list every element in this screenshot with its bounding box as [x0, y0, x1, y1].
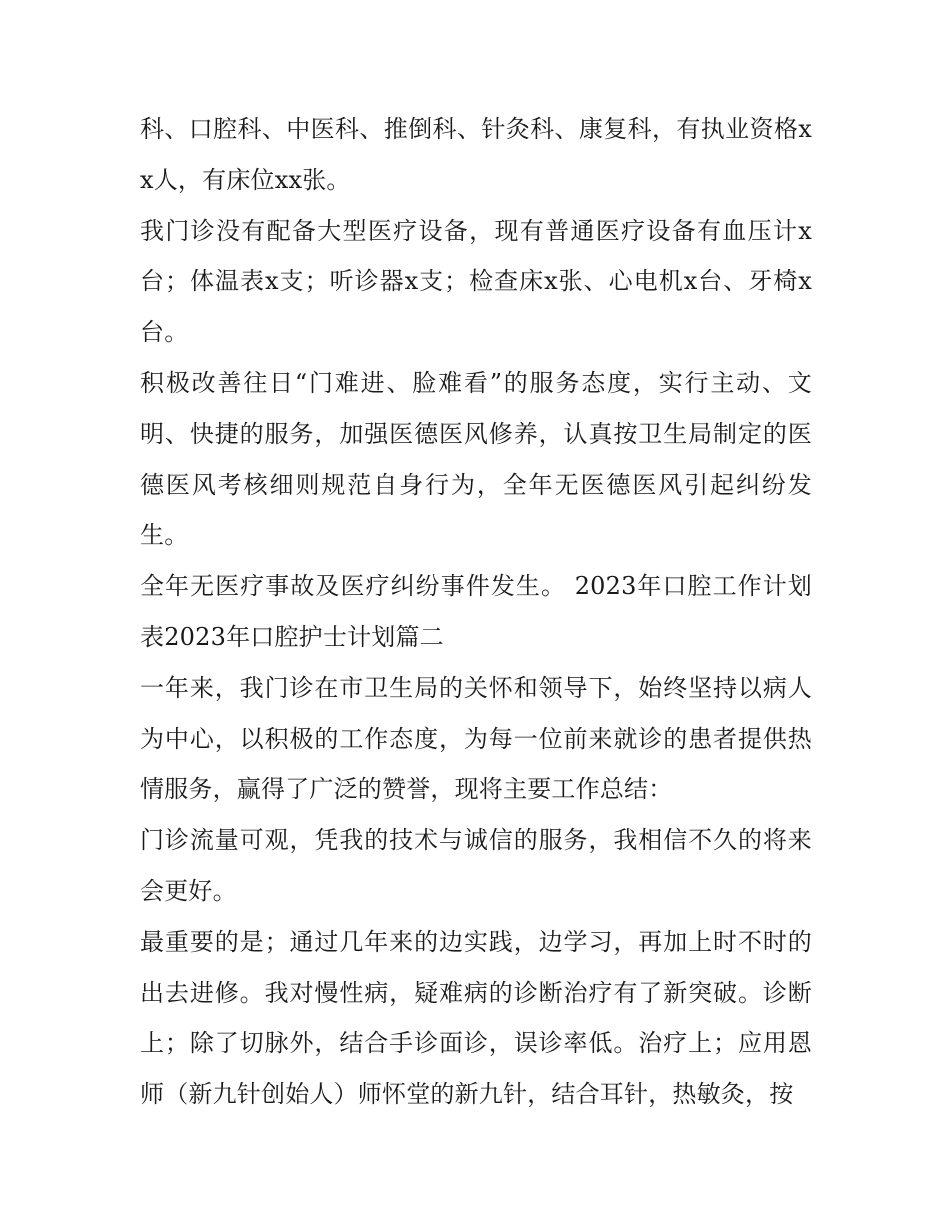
- paragraph-service-attitude: 积极改善往日“门难进、脸难看”的服务态度，实行主动、文明、快捷的服务，加强医德医风修养，认真按卫生局制定的医德医风考核细则规范自身行为，全年无医德医风引起纠纷发生。: [140, 368, 812, 550]
- paragraph-no-incidents-heading: 全年无医疗事故及医疗纠纷事件发生。 2023年口腔工作计划表2023年口腔护士计划篇二: [140, 572, 812, 651]
- paragraph-treatment-progress: 最重要的是；通过几年来的边实践，边学习，再加上时不时的出去进修。我对慢性病，疑难病的诊断治疗有了新突破。诊断上；除了切脉外，结合手诊面诊，误诊率低。治疗上；应用恩师（新九针创始人）师怀堂的新九针，结合耳针，热敏灸，按: [140, 927, 812, 1109]
- document-body: [140, 104, 812, 1120]
- paragraph-patient-flow: 门诊流量可观，凭我的技术与诚信的服务，我相信不久的将来会更好。: [140, 826, 812, 905]
- paragraph-equipment: 我门诊没有配备大型医疗设备，现有普通医疗设备有血压计x台；体温表x支；听诊器x支；检查床x张、心电机x台、牙椅x台。: [140, 216, 812, 347]
- paragraph-departments: 科、口腔科、中医科、推倒科、针灸科、康复科，有执业资格xx人，有床位xx张。: [140, 115, 812, 194]
- paragraph-year-summary: 一年来，我门诊在市卫生局的关怀和领导下，始终坚持以病人为中心，以积极的工作态度，为每一位前来就诊的患者提供热情服务，赢得了广泛的赞誉，现将主要工作总结：: [140, 673, 812, 804]
